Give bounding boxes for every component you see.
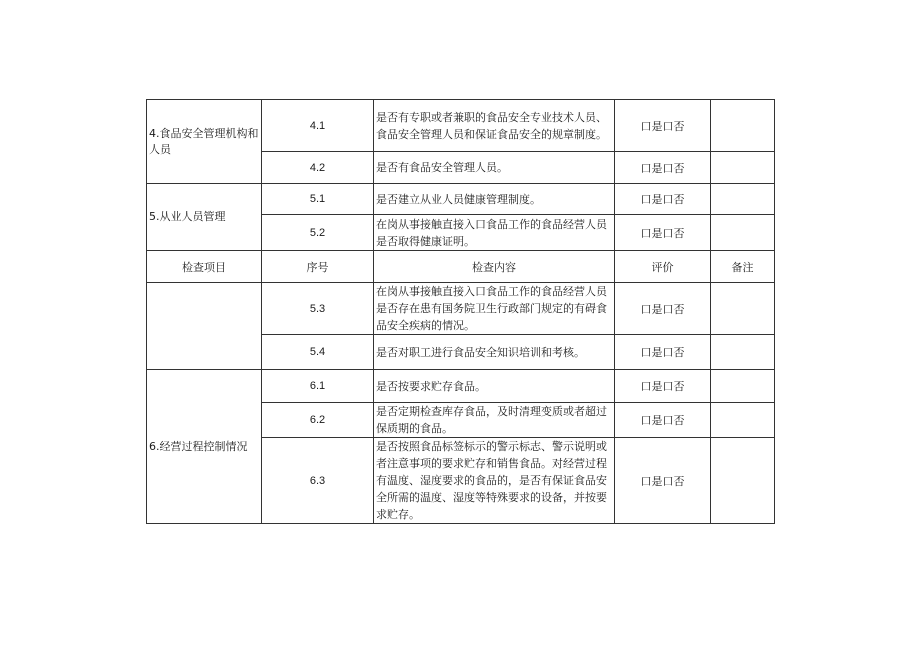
header-number: 序号 xyxy=(262,251,374,283)
header-content: 检查内容 xyxy=(374,251,615,283)
check-content: 是否按要求贮存食品。 xyxy=(374,370,615,403)
remark-cell[interactable] xyxy=(711,370,775,403)
check-content: 在岗从事接触直接入口食品工作的食品经营人员是否取得健康证明。 xyxy=(374,215,615,251)
check-content: 在岗从事接触直接入口食品工作的食品经营人员是否存在患有国务院卫生行政部门规定的有碍食品安全疾病的情况。 xyxy=(374,283,615,335)
remark-cell[interactable] xyxy=(711,283,775,335)
header-check-item: 检查项目 xyxy=(147,251,262,283)
check-item-cell: 6.经营过程控制情况 xyxy=(147,370,262,524)
remark-cell[interactable] xyxy=(711,438,775,524)
table-row xyxy=(147,184,775,215)
row-number: 5.2 xyxy=(262,215,374,251)
row-number: 6.3 xyxy=(262,438,374,524)
remark-cell[interactable] xyxy=(711,335,775,370)
inspection-table xyxy=(146,99,775,524)
evaluation-checkbox[interactable]: 口是口否 xyxy=(615,152,711,184)
evaluation-checkbox[interactable]: 口是口否 xyxy=(615,283,711,335)
evaluation-checkbox[interactable]: 口是口否 xyxy=(615,215,711,251)
remark-cell[interactable] xyxy=(711,152,775,184)
row-number: 6.2 xyxy=(262,403,374,438)
check-item-cell-empty xyxy=(147,283,262,370)
header-evaluation: 评价 xyxy=(615,251,711,283)
row-number: 5.3 xyxy=(262,283,374,335)
check-content: 是否定期检查库存食品，及时清理变质或者超过保质期的食品。 xyxy=(374,403,615,438)
check-content: 是否对职工进行食品安全知识培训和考核。 xyxy=(374,335,615,370)
evaluation-checkbox[interactable]: 口是口否 xyxy=(615,438,711,524)
row-number: 5.1 xyxy=(262,184,374,215)
table-row xyxy=(147,283,775,335)
check-content: 是否按照食品标签标示的警示标志、警示说明或者注意事项的要求贮存和销售食品。对经营过程有温度、湿度要求的食品的，是否有保证食品安全所需的温度、湿度等特殊要求的设备，并按要求贮存。 xyxy=(374,438,615,524)
check-item-cell: 4.食品安全管理机构和人员 xyxy=(147,100,262,184)
remark-cell[interactable] xyxy=(711,215,775,251)
check-content: 是否有食品安全管理人员。 xyxy=(374,152,615,184)
evaluation-checkbox[interactable]: 口是口否 xyxy=(615,370,711,403)
remark-cell[interactable] xyxy=(711,184,775,215)
evaluation-checkbox[interactable]: 口是口否 xyxy=(615,100,711,152)
check-content: 是否有专职或者兼职的食品安全专业技术人员、食品安全管理人员和保证食品安全的规章制度。 xyxy=(374,100,615,152)
row-number: 4.1 xyxy=(262,100,374,152)
remark-cell[interactable] xyxy=(711,100,775,152)
table-header-row xyxy=(147,251,775,283)
check-item-cell: 5.从业人员管理 xyxy=(147,184,262,251)
check-content: 是否建立从业人员健康管理制度。 xyxy=(374,184,615,215)
evaluation-checkbox[interactable]: 口是口否 xyxy=(615,335,711,370)
header-remark: 备注 xyxy=(711,251,775,283)
remark-cell[interactable] xyxy=(711,403,775,438)
row-number: 4.2 xyxy=(262,152,374,184)
row-number: 5.4 xyxy=(262,335,374,370)
evaluation-checkbox[interactable]: 口是口否 xyxy=(615,403,711,438)
table-row xyxy=(147,370,775,403)
row-number: 6.1 xyxy=(262,370,374,403)
table-row xyxy=(147,100,775,152)
evaluation-checkbox[interactable]: 口是口否 xyxy=(615,184,711,215)
